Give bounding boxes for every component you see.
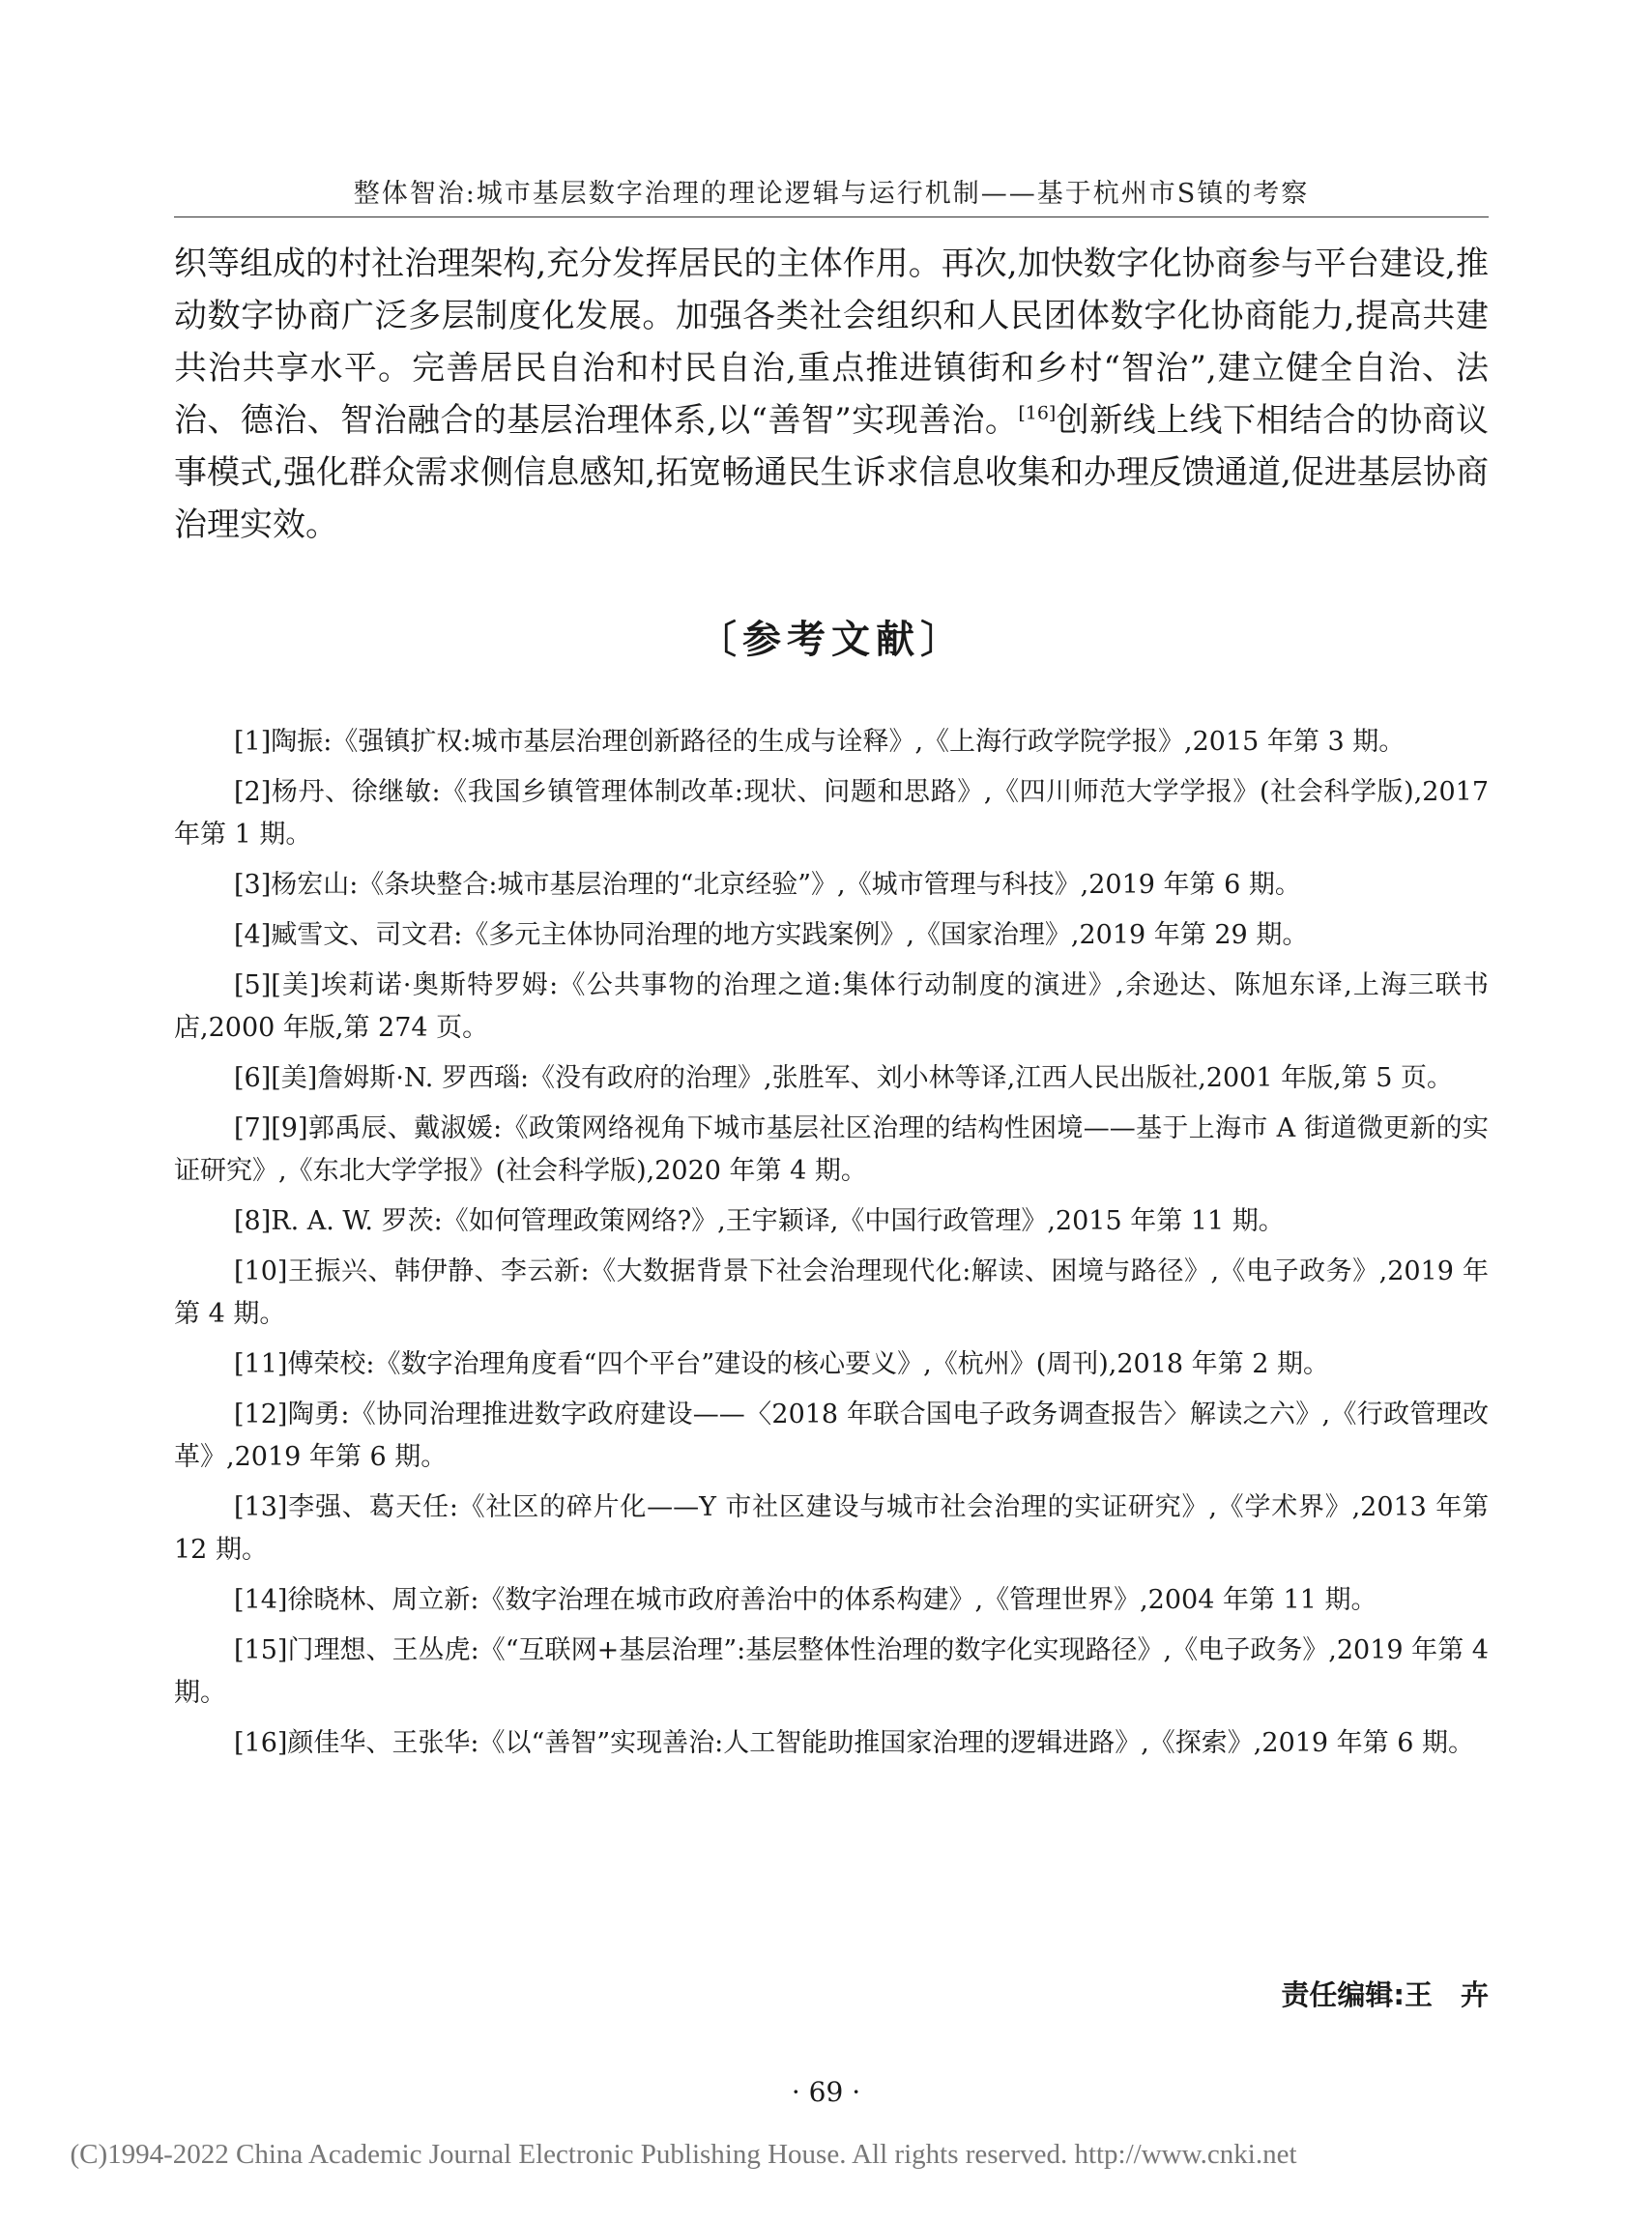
references-heading: 〔参考文献〕 [698, 618, 965, 662]
reference-item: [11]傅荣校:《数字治理角度看“四个平台”建设的核心要义》,《杭州》(周刊),2018 年第 2 期。 [234, 1349, 1329, 1379]
body-text-part2: 创新线上线下相结合的协商议事模式,强化群众需求侧信息感知,拓宽畅通民生诉求信息收集和办理反馈通道,促进基层协商治理实效。 [174, 401, 1489, 544]
reference-item: [2]杨丹、徐继敏:《我国乡镇管理体制改革:现状、问题和思路》,《四川师范大学学报》(社会科学版),2017 年第 1 期。 [174, 777, 1489, 850]
reference-item: [15]门理想、王丛虎:《“互联网+基层治理”:基层整体性治理的数字化实现路径》,《电子政务》,2019 年第 4 期。 [174, 1635, 1489, 1708]
responsible-editor: 责任编辑:王 卉 [1281, 1978, 1489, 2011]
header-divider [174, 216, 1489, 217]
body-paragraph [174, 238, 1489, 551]
body-text-part1: 织等组成的村社治理架构,充分发挥居民的主体作用。再次,加快数字化协商参与平台建设,推动数字协商广泛多层制度化发展。加强各类社会组织和人民团体数字化协商能力,提高共建共治共享水平。完善居民自治和村民自治,重点推进镇街和乡村“智治”,建立健全自治、法治、德治、智治融合的基层治理体系,以“善智”实现善治。 [174, 245, 1489, 440]
reference-item: [5][美]埃莉诺·奥斯特罗姆:《公共事物的治理之道:集体行动制度的演进》,余逊达、陈旭东译,上海三联书店,2000 年版,第 274 页。 [174, 970, 1489, 1043]
running-header: 整体智治:城市基层数字治理的理论逻辑与运行机制——基于杭州市S镇的考察 [353, 179, 1310, 209]
reference-item: [14]徐晓林、周立新:《数字治理在城市政府善治中的体系构建》,《管理世界》,2004 年第 11 期。 [234, 1585, 1377, 1615]
reference-item: [12]陶勇:《协同治理推进数字政府建设——〈2018 年联合国电子政务调查报告〉解读之六》,《行政管理改革》,2019 年第 6 期。 [174, 1400, 1489, 1472]
page-number: · 69 · [791, 2076, 861, 2108]
reference-item: [3]杨宏山:《条块整合:城市基层治理的“北京经验”》,《城市管理与科技》,2019 年第 6 期。 [234, 870, 1301, 900]
reference-item: [8]R. A. W. 罗茨:《如何管理政策网络?》,王宇颖译,《中国行政管理》,2015 年第 11 期。 [234, 1206, 1285, 1236]
reference-item: [13]李强、葛天任:《社区的碎片化——Y 市社区建设与城市社会治理的实证研究》,《学术界》,2013 年第 12 期。 [174, 1492, 1489, 1565]
reference-item: [16]颜佳华、王张华:《以“善智”实现善治:人工智能助推国家治理的逻辑进路》,《探索》,2019 年第 6 期。 [234, 1728, 1475, 1758]
reference-item: [4]臧雪文、司文君:《多元主体协同治理的地方实践案例》,《国家治理》,2019 年第 29 期。 [234, 920, 1309, 950]
reference-item: [1]陶振:《强镇扩权:城市基层治理创新路径的生成与诠释》,《上海行政学院学报》,2015 年第 3 期。 [234, 727, 1406, 757]
reference-item: [10]王振兴、韩伊静、李云新:《大数据背景下社会治理现代化:解读、困境与路径》,《电子政务》,2019 年第 4 期。 [174, 1256, 1489, 1329]
copyright-footer: (C)1994-2022 China Academic Journal Electronic Publishing House. All rights reserved. http://www.cnki.net [70, 2139, 1297, 2170]
reference-item: [6][美]詹姆斯·N. 罗西瑙:《没有政府的治理》,张胜军、刘小林等译,江西人民出版社,2001 年版,第 5 页。 [234, 1063, 1454, 1093]
reference-item: [7][9]郭禹辰、戴淑媛:《政策网络视角下城市基层社区治理的结构性困境——基于上海市 A 街道微更新的实证研究》,《东北大学学报》(社会科学版),2020 年第 4 期。 [174, 1113, 1489, 1186]
citation-marker[interactable]: [16] [1018, 402, 1057, 424]
reference-list [174, 721, 1489, 1773]
